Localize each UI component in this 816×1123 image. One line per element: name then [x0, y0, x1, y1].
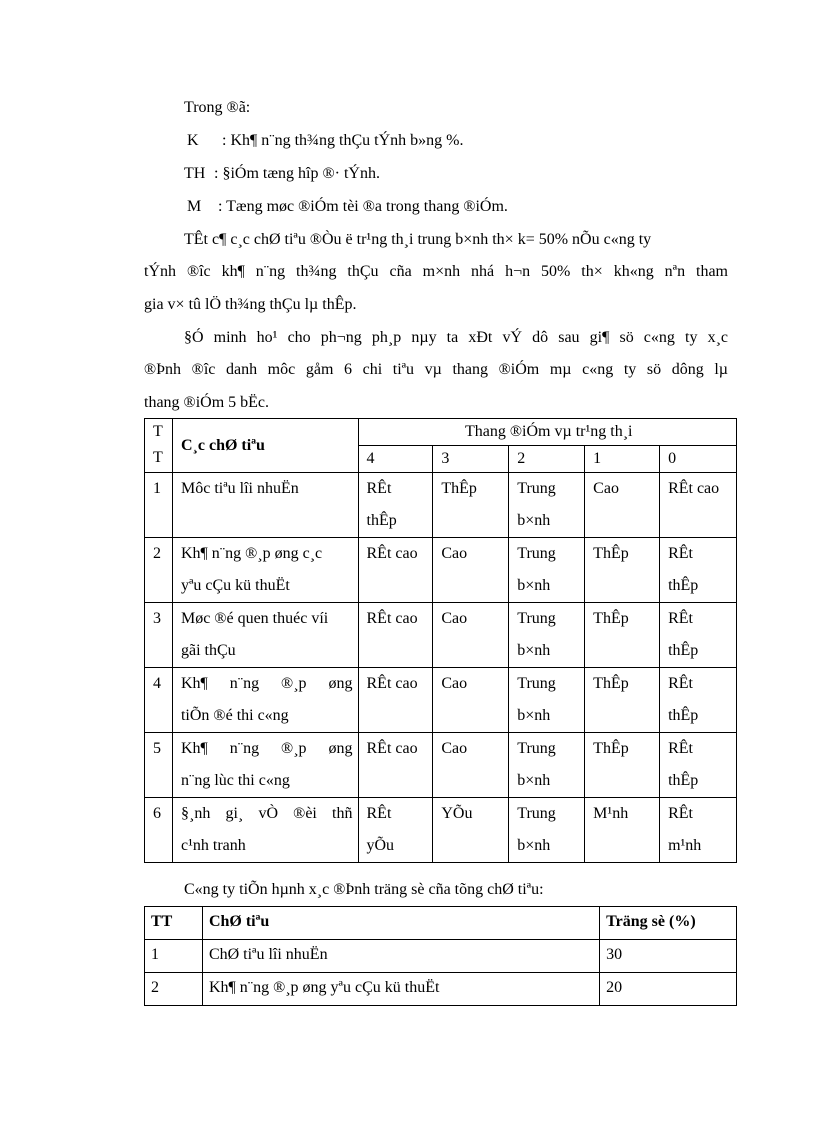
state-line: RÊt: [668, 675, 693, 692]
table-row: [145, 798, 737, 863]
def-m-text: : Tæng møc ®iÓm tèi ®a trong thang ®iÓm.: [218, 198, 508, 215]
state-line: RÊt: [366, 805, 392, 822]
criteria-line: Møc ®é quen thuéc víi: [180, 610, 329, 627]
state-line: Cao: [441, 545, 468, 562]
paragraph-2-line-3: thang ®iÓm 5 bËc.: [144, 394, 270, 411]
state-cell: [509, 733, 585, 798]
state-line: b×nh: [517, 577, 551, 594]
state-cell: [660, 733, 737, 798]
weights-row-weight: 20: [600, 973, 737, 1006]
table-row: [145, 473, 737, 538]
weights-row-tt: 1: [145, 940, 203, 973]
state-line: ThÊp: [593, 740, 629, 757]
score-3: 3: [433, 446, 509, 473]
state-cell: [433, 798, 509, 863]
row-number: 4: [145, 668, 173, 733]
state-line: ThÊp: [441, 480, 477, 497]
state-line: Cao: [441, 675, 468, 692]
def-k-text: : Kh¶ n¨ng th¾ng thÇu tÝnh b»ng %.: [222, 132, 464, 149]
score-0: 0: [660, 446, 737, 473]
paragraph-1-line-2: tÝnh ®îc kh¶ n¨ng th¾ng thÇu cña m×nh nhá h¬n 50% th× kh«ng nªn tham: [144, 263, 728, 280]
row-number: 1: [145, 473, 173, 538]
state-line: thÊp: [668, 707, 699, 724]
header-tt: [145, 419, 173, 473]
state-line: yÕu: [366, 837, 395, 854]
state-cell: [660, 603, 737, 668]
criteria-line: Kh¶ n¨ng ®¸p øng c¸c: [180, 545, 323, 562]
state-line: Cao: [593, 480, 619, 497]
row-number: 2: [145, 538, 173, 603]
weights-header-weight: Träng sè (%): [600, 907, 737, 940]
state-line: b×nh: [517, 772, 551, 789]
state-cell: [433, 473, 509, 538]
table-row: [145, 940, 737, 973]
state-line: Trung: [517, 480, 556, 497]
state-line: RÊt cao: [668, 480, 720, 497]
weights-table: [144, 906, 737, 1006]
criteria-line: tiÕn ®é thi c«ng: [180, 707, 289, 724]
state-cell: [509, 668, 585, 733]
state-line: b×nh: [517, 512, 551, 529]
state-cell: [358, 668, 433, 733]
criteria-cell: [172, 798, 358, 863]
state-cell: [585, 733, 660, 798]
state-cell: [433, 668, 509, 733]
state-line: Trung: [517, 545, 556, 562]
state-cell: [509, 798, 585, 863]
weights-row-tt: 2: [145, 973, 203, 1006]
state-line: RÊt: [366, 480, 392, 497]
def-m-symbol: M: [187, 198, 202, 215]
state-line: thÊp: [668, 577, 699, 594]
weights-row-weight: 30: [600, 940, 737, 973]
state-line: thÊp: [668, 772, 699, 789]
criteria-line: Môc tiªu lîi nhuËn: [180, 480, 299, 497]
def-k-symbol: K: [187, 132, 199, 149]
state-line: RÊt: [668, 805, 693, 822]
row-number: 3: [145, 603, 173, 668]
def-th-text: : §iÓm tæng hîp ®· tÝnh.: [214, 165, 380, 182]
criteria-line: Kh¶ n¨ng ®¸p øng: [180, 675, 353, 692]
state-cell: [660, 668, 737, 733]
paragraph-2-line-1: §Ó minh ho¹ cho ph¬ng ph¸p nµy ta xÐt vÝ dô sau gi¶ sö c«ng ty x¸c: [184, 329, 728, 346]
criteria-cell: [172, 733, 358, 798]
score-2: 2: [509, 446, 585, 473]
paragraph-1-line-3: gia v× tû lÖ th¾ng thÇu lµ thÊp.: [144, 296, 357, 313]
state-cell: [433, 538, 509, 603]
state-line: RÊt: [668, 740, 693, 757]
intro-text: Trong ®ã:: [184, 99, 251, 116]
state-cell: [433, 733, 509, 798]
table-row: [145, 973, 737, 1006]
state-line: RÊt cao: [366, 675, 418, 692]
state-cell: [585, 538, 660, 603]
state-line: Trung: [517, 610, 556, 627]
criteria-cell: [172, 473, 358, 538]
paragraph-3: C«ng ty tiÕn hµnh x¸c ®Þnh träng sè cña tõng chØ tiªu:: [184, 881, 544, 898]
state-line: YÕu: [441, 805, 473, 822]
state-line: ThÊp: [593, 610, 629, 627]
criteria-cell: [172, 603, 358, 668]
weights-row-criteria: Kh¶ n¨ng ®¸p øng yªu cÇu kü thuËt: [202, 973, 599, 1006]
criteria-line: gãi thÇu: [180, 642, 236, 659]
state-cell: [660, 473, 737, 538]
row-number: 5: [145, 733, 173, 798]
header-criteria: C¸c chØ tiªu: [172, 419, 358, 473]
state-line: m¹nh: [668, 837, 702, 854]
state-line: RÊt cao: [366, 545, 418, 562]
score-1: 1: [585, 446, 660, 473]
state-line: thÊp: [668, 642, 699, 659]
state-cell: [358, 473, 433, 538]
state-line: thÊp: [366, 512, 397, 529]
score-4: 4: [358, 446, 433, 473]
state-cell: [585, 473, 660, 538]
criteria-cell: [172, 668, 358, 733]
row-number: 6: [145, 798, 173, 863]
criteria-line: yªu cÇu kü thuËt: [180, 577, 290, 594]
paragraph-2-line-2: ®Þnh ®îc danh môc gåm 6 chi tiªu vµ thang ®iÓm mµ c«ng ty sö dông lµ: [144, 361, 728, 378]
state-cell: [509, 538, 585, 603]
state-line: Trung: [517, 740, 556, 757]
def-th-symbol: TH: [184, 165, 206, 182]
state-cell: [585, 603, 660, 668]
state-cell: [585, 798, 660, 863]
state-line: ThÊp: [593, 545, 629, 562]
state-line: b×nh: [517, 837, 551, 854]
state-cell: [358, 733, 433, 798]
table-row: [145, 538, 737, 603]
state-cell: [509, 603, 585, 668]
state-line: Trung: [517, 675, 556, 692]
state-line: M¹nh: [593, 805, 629, 822]
state-cell: [358, 603, 433, 668]
criteria-scoring-table: [144, 418, 737, 863]
header-tt-bottom: T: [153, 449, 163, 466]
state-line: b×nh: [517, 707, 551, 724]
criteria-line: §¸nh gi¸ vÒ ®èi thñ: [180, 805, 353, 822]
state-line: RÊt: [668, 610, 693, 627]
state-cell: [358, 538, 433, 603]
criteria-cell: [172, 538, 358, 603]
criteria-line: Kh¶ n¨ng ®¸p øng: [180, 740, 353, 757]
state-line: Cao: [441, 610, 468, 627]
paragraph-1-line-1: TÊt c¶ c¸c chØ tiªu ®Òu ë tr¹ng th¸i trung b×nh th× k= 50% nÕu c«ng ty: [184, 231, 652, 248]
state-line: Cao: [441, 740, 468, 757]
state-cell: [433, 603, 509, 668]
state-cell: [509, 473, 585, 538]
table-row: [145, 733, 737, 798]
state-cell: [660, 538, 737, 603]
criteria-line: c¹nh tranh: [180, 837, 246, 854]
state-line: Trung: [517, 805, 556, 822]
state-line: ThÊp: [593, 675, 629, 692]
weights-header-criteria: ChØ tiªu: [202, 907, 599, 940]
state-line: RÊt cao: [366, 610, 418, 627]
weights-row-criteria: ChØ tiªu lîi nhuËn: [202, 940, 599, 973]
state-cell: [660, 798, 737, 863]
state-cell: [585, 668, 660, 733]
header-tt-top: T: [153, 423, 163, 440]
table-row: [145, 603, 737, 668]
criteria-line: n¨ng lùc thi c«ng: [180, 772, 290, 789]
header-scale: Thang ®iÓm vµ tr¹ng th¸i: [358, 419, 737, 446]
state-line: b×nh: [517, 642, 551, 659]
state-line: RÊt cao: [366, 740, 418, 757]
weights-header-tt: TT: [145, 907, 203, 940]
state-cell: [358, 798, 433, 863]
state-line: RÊt: [668, 545, 693, 562]
table-row: [145, 668, 737, 733]
